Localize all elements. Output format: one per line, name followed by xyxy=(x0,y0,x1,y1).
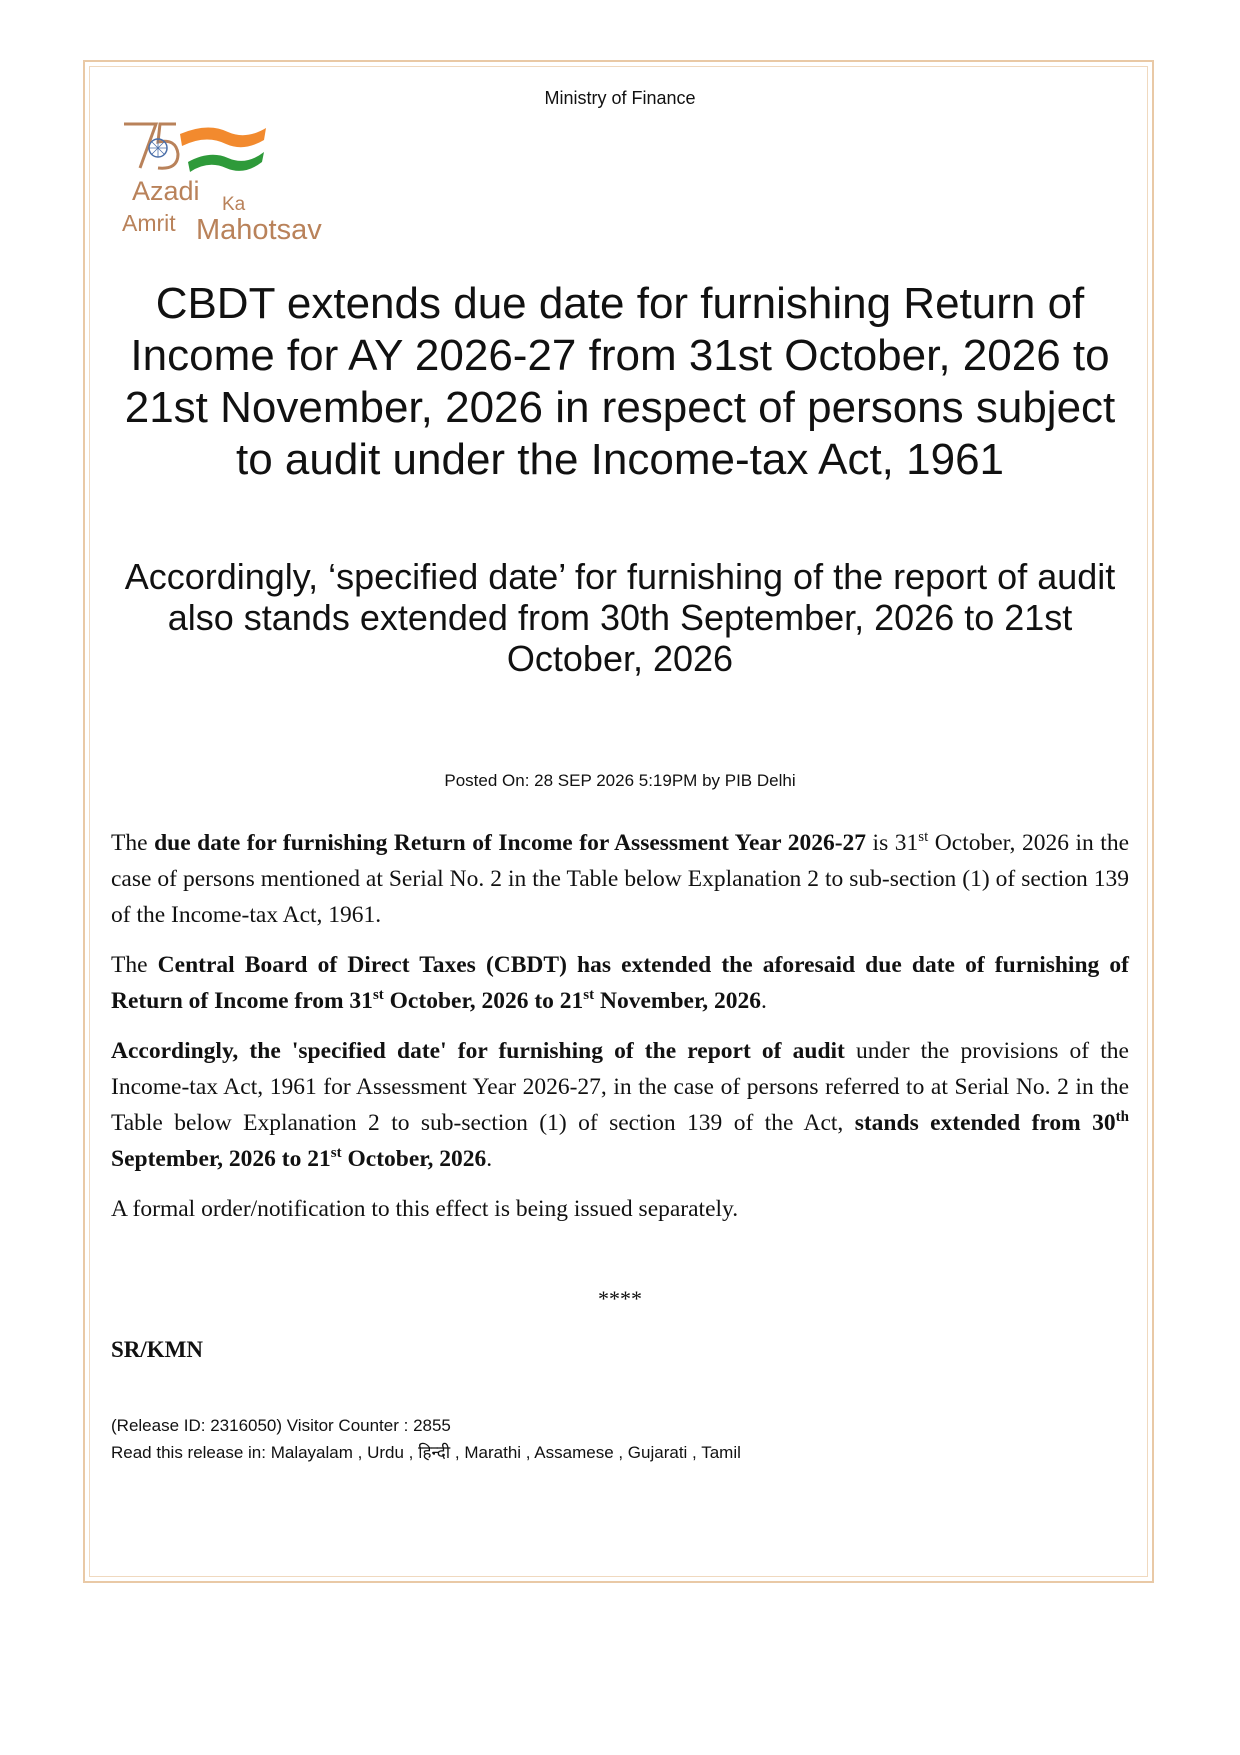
release-id-line: (Release ID: 2316050) Visitor Counter : 2855 xyxy=(111,1416,451,1435)
ministry-name: Ministry of Finance xyxy=(544,88,696,108)
logo-text-mahotsav: Mahotsav xyxy=(196,214,322,246)
section-separator: **** xyxy=(598,1286,642,1311)
release-info xyxy=(111,1412,741,1466)
body-paragraph-4: A formal order/notification to this effect is being issued separately. xyxy=(111,1196,739,1222)
subheadline: Accordingly, ‘specified date’ for furnishing of the report of audit also stands extended from 30th September, 2026 to 21st October, 2026 xyxy=(124,556,1116,679)
logo-five xyxy=(158,124,178,168)
logo-text-amrit: Amrit xyxy=(122,210,176,236)
body-paragraph-1: The due date for furnishing Return of Income for Assessment Year 2026-27 is 31st October, 2026 in the case of persons mentioned at Serial No. 2 in the Table below Explanation 2 to sub-section (1) of section 139 of the Income-tax Act, 1961. xyxy=(111,829,1130,928)
signoff-initials: SR/KMN xyxy=(111,1337,203,1362)
flag-green xyxy=(188,152,264,172)
release-body xyxy=(111,825,1129,1241)
posted-date: Posted On: 28 SEP 2026 5:19PM by PIB Delhi xyxy=(444,771,796,790)
logo-text-ka: Ka xyxy=(222,194,246,215)
azadi-ka-amrit-mahotsav-logo xyxy=(118,118,348,248)
logo-seven xyxy=(124,124,156,168)
headline: CBDT extends due date for furnishing Return of Income for AY 2026-27 from 31st October, 2026 to 21st November, 2026 in respect of persons subject to audit under the Income-tax Act, 1961 xyxy=(124,279,1116,484)
body-paragraph-2: The Central Board of Direct Taxes (CBDT) has extended the aforesaid due date of furnishing of Return of Income from 31st October, 2026 to 21st November, 2026. xyxy=(111,952,1129,1014)
read-in-languages: Read this release in: Malayalam , Urdu , हिन्दी , Marathi , Assamese , Gujarati , Tamil xyxy=(111,1443,741,1462)
logo-text-azadi: Azadi xyxy=(132,176,200,206)
body-paragraph-3: Accordingly, the 'specified date' for furnishing of the report of audit under the provisions of the Income-tax Act, 1961 for Assessment Year 2026-27, in the case of persons referred to at Serial No. 2 in the Table below Explanation 2 to sub-section (1) of section 139 of the Act, stands extended from 30th September, 2026 to 21st October, 2026. xyxy=(111,1038,1129,1172)
